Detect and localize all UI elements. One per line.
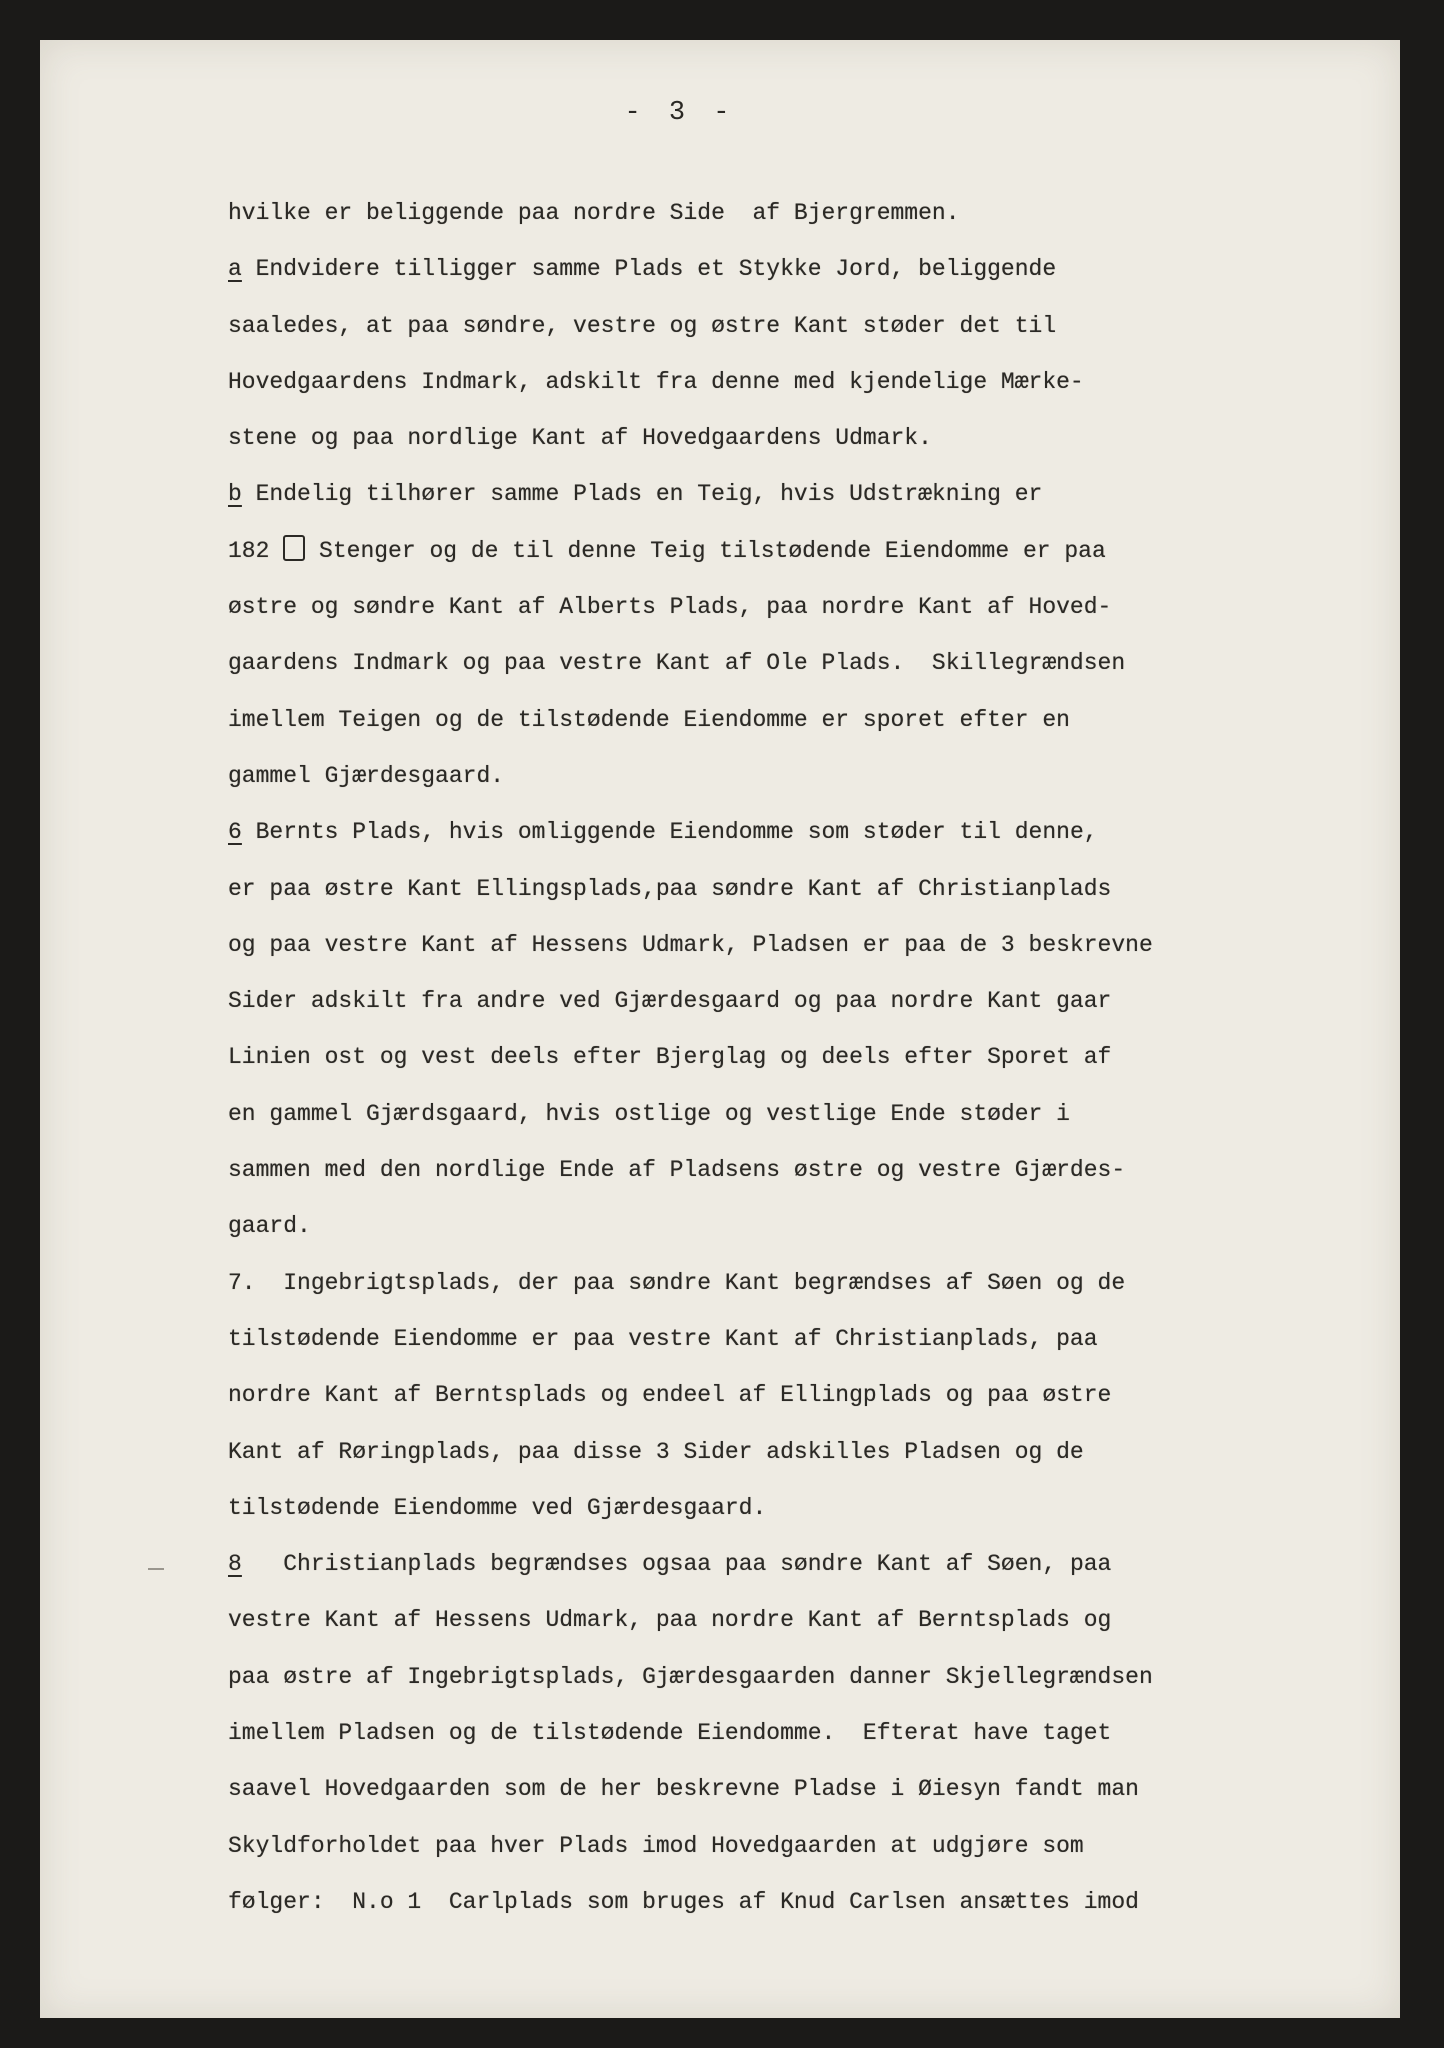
line-text: 7. Ingebrigtsplads, der paa søndre Kant begrændses af Søen og de	[228, 1269, 1126, 1296]
text-line	[228, 523, 1408, 579]
line-text: østre og søndre Kant af Alberts Plads, paa nordre Kant af Hoved-	[228, 594, 1112, 621]
text-line	[228, 1142, 1408, 1198]
line-text: Christianplads begrændses ogsaa paa søndre Kant af Søen, paa	[241, 1551, 1112, 1578]
line-text: Hovedgaardens Indmark, adskilt fra denne med kjendelige Mærke-	[228, 368, 1084, 395]
line-text: gaardens Indmark og paa vestre Kant af Ole Plads. Skillegrændsen	[228, 650, 1126, 677]
text-line	[228, 973, 1408, 1029]
line-text: og paa vestre Kant af Hessens Udmark, Pladsen er paa de 3 beskrevne	[228, 931, 1153, 958]
text-line	[228, 1198, 1408, 1254]
line-text: gaard.	[228, 1213, 311, 1240]
line-text: Kant af Røringplads, paa disse 3 Sider adskilles Pladsen og de	[228, 1438, 1084, 1465]
text-line	[228, 1424, 1408, 1480]
paragraph-marker: b	[228, 481, 242, 508]
line-text: følger: N.o 1 Carlplads som bruges af Knud Carlsen ansættes imod	[228, 1888, 1139, 1915]
text-line	[228, 1649, 1408, 1705]
line-text: vestre Kant af Hessens Udmark, paa nordre Kant af Berntsplads og	[228, 1607, 1112, 1634]
text-line	[228, 241, 1408, 297]
line-text: Linien ost og vest deels efter Bjerglag og deels efter Sporet af	[228, 1044, 1112, 1071]
text-line	[228, 748, 1408, 804]
paragraph-marker: a	[228, 256, 242, 283]
text-line	[228, 298, 1408, 354]
page-number: - 3 -	[624, 98, 736, 128]
line-text: imellem Teigen og de tilstødende Eiendomme er sporet efter en	[228, 706, 1070, 733]
line-text: Endelig tilhører samme Plads en Teig, hvis Udstrækning er	[241, 481, 1043, 508]
text-line	[228, 1874, 1408, 1930]
line-text: er paa østre Kant Ellingsplads,paa søndre Kant af Christianplads	[228, 875, 1112, 902]
text-line	[228, 1311, 1408, 1367]
text-line	[228, 1705, 1408, 1761]
text-line	[228, 861, 1408, 917]
line-text: 182	[228, 537, 270, 564]
text-line	[228, 1029, 1408, 1085]
line-text: paa østre af Ingebrigtsplads, Gjærdesgaarden danner Skjellegrændsen	[228, 1663, 1153, 1690]
line-text-continued: Stenger og de til denne Teig tilstødende Eiendomme er paa	[305, 537, 1106, 564]
line-text: en gammel Gjærdsgaard, hvis ostlige og vestlige Ende støder i	[228, 1100, 1070, 1127]
text-line	[228, 1480, 1408, 1536]
text-line	[228, 804, 1408, 860]
document-body	[228, 185, 1408, 1930]
text-line	[228, 1818, 1408, 1874]
line-text: Bernts Plads, hvis omliggende Eiendomme som støder til denne,	[241, 819, 1098, 846]
line-text: sammen med den nordlige Ende af Pladsens østre og vestre Gjærdes-	[228, 1157, 1126, 1184]
text-line	[228, 410, 1408, 466]
paragraph-marker: 6	[228, 819, 242, 846]
line-text: saavel Hovedgaarden som de her beskrevne Pladse i Øiesyn fandt man	[228, 1776, 1139, 1803]
line-text: Endvidere tilligger samme Plads et Stykke Jord, beliggende	[241, 256, 1057, 283]
line-text: Sider adskilt fra andre ved Gjærdesgaard og paa nordre Kant gaar	[228, 988, 1112, 1015]
line-text: nordre Kant af Berntsplads og endeel af Ellingplads og paa østre	[228, 1382, 1112, 1409]
line-text: saaledes, at paa søndre, vestre og østre Kant støder det til	[228, 312, 1057, 339]
text-line	[228, 185, 1408, 241]
text-line	[228, 354, 1408, 410]
text-line	[228, 466, 1408, 522]
text-line	[228, 1367, 1408, 1423]
line-text: hvilke er beliggende paa nordre Side af Bjergremmen.	[228, 200, 960, 226]
line-text: stene og paa nordlige Kant af Hovedgaardens Udmark.	[228, 425, 932, 452]
text-line	[228, 1761, 1408, 1817]
document-page	[40, 40, 1400, 2018]
paragraph-marker: 8	[228, 1551, 242, 1578]
line-text: tilstødende Eiendomme er paa vestre Kant af Christianplads, paa	[228, 1325, 1098, 1352]
line-text: Skyldforholdet paa hver Plads imod Hovedgaarden at udgjøre som	[228, 1832, 1084, 1859]
line-text: tilstødende Eiendomme ved Gjærdesgaard.	[228, 1494, 767, 1521]
text-line	[228, 635, 1408, 691]
line-text: imellem Pladsen og de tilstødende Eiendomme. Efterat have taget	[228, 1720, 1112, 1747]
square-unit-icon	[283, 535, 305, 561]
line-text: gammel Gjærdesgaard.	[228, 762, 505, 789]
text-line	[228, 692, 1408, 748]
text-line	[228, 917, 1408, 973]
text-line	[228, 579, 1408, 635]
text-line	[228, 1536, 1408, 1592]
margin-mark	[148, 1568, 164, 1570]
text-line	[228, 1255, 1408, 1311]
text-line	[228, 1086, 1408, 1142]
text-line	[228, 1592, 1408, 1648]
